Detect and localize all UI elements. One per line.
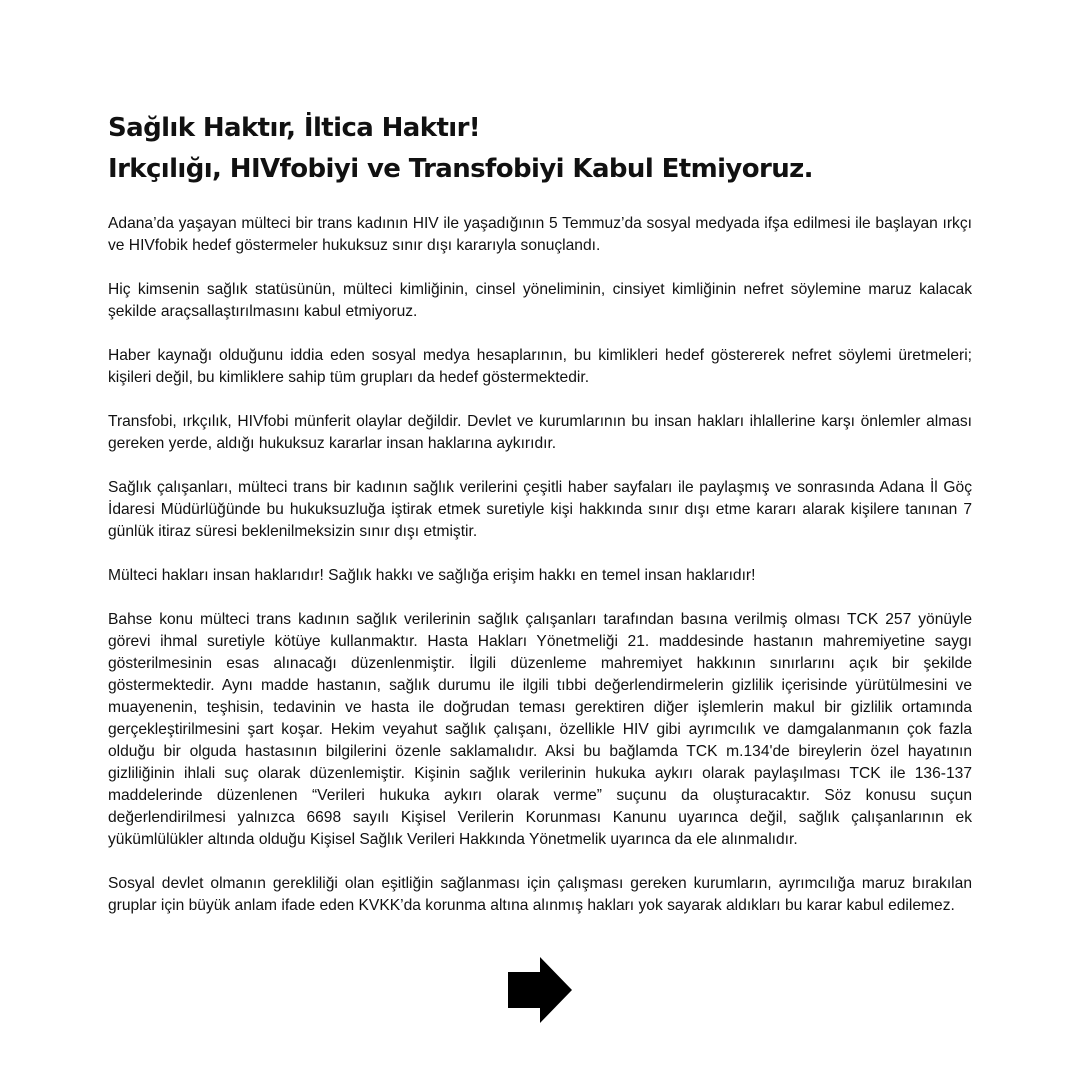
next-page-arrow[interactable] bbox=[506, 956, 574, 1024]
paragraph: Transfobi, ırkçılık, HIVfobi münferit olaylar değildir. Devlet ve kurumlarının bu insan hakları ihlallerine karşı önlemler alması gereken yerde, aldığı hukuksuz kararlar insan haklarına aykırıdır. bbox=[108, 413, 972, 452]
arrow-right-icon bbox=[506, 956, 574, 1024]
paragraph: Haber kaynağı olduğunu iddia eden sosyal medya hesaplarının, bu kimlikleri hedef göstererek nefret söylemi üretmeleri; kişileri değil, bu kimliklere sahip tüm grupları da hedef göstermektedir. bbox=[108, 347, 972, 386]
title-line-2: Irkçılığı, HIVfobiyi ve Transfobiyi Kabul Etmiyoruz. bbox=[108, 154, 813, 184]
paragraph: Mülteci hakları insan haklarıdır! Sağlık hakkı ve sağlığa erişim hakkı en temel insan haklarıdır! bbox=[108, 567, 756, 584]
title-line-1: Sağlık Haktır, İltica Haktır! bbox=[108, 113, 481, 143]
page-title bbox=[108, 108, 972, 190]
paragraph: Adana’da yaşayan mülteci bir trans kadının HIV ile yaşadığının 5 Temmuz’da sosyal medyada ifşa edilmesi ile başlayan ırkçı ve HIVfobik hedef göstermeler hukuksuz sınır dışı kararıyla sonuçlandı. bbox=[108, 215, 972, 254]
statement-body bbox=[108, 213, 972, 917]
document-page bbox=[108, 108, 972, 917]
paragraph: Sosyal devlet olmanın gerekliliği olan eşitliğin sağlanması için çalışması gereken kurumların, ayrımcılığa maruz bırakılan gruplar için büyük anlam ifade eden KVKK’da korunma altına alınmış hakları yok sayarak aldıkları bu karar kabul edilemez. bbox=[108, 875, 972, 914]
paragraph: Sağlık çalışanları, mülteci trans bir kadının sağlık verilerini çeşitli haber sayfaları ile paylaşmış ve sonrasında Adana İl Göç İdaresi Müdürlüğünde bu hukuksuzluğa iştirak etmek suretiyle kişi hakkında sınır dışı etme kararı alarak kişilere tanınan 7 günlük itiraz süresi beklenilmeksizin sınır dışı etmiştir. bbox=[108, 479, 972, 540]
arrow-shape bbox=[508, 957, 572, 1023]
paragraph: Bahse konu mülteci trans kadının sağlık verilerinin sağlık çalışanları tarafından basına verilmiş olması TCK 257 yönüyle görevi ihmal suretiyle kötüye kullanmaktır. Hasta Hakları Yönetmeliği 21. maddesinde hastanın mahremiyetine saygı gösterilmesinin esas alınacağı düzenlenmiştir. İlgili düzenleme mahremiyet hakkının sınırlarını açık bir şekilde göstermektedir. Aynı madde hastanın, sağlık durumu ile ilgili tıbbi değerlendirmelerin gizlilik içerisinde yürütülmesini ve muayenenin, teşhisin, tedavinin ve hasta ile doğrudan teması gerektiren diğer işlemlerin makul bir gizlilik ortamında gerçekleştirilmesini şart koşar. Hekim veyahut sağlık çalışanı, özellikle HIV gibi ayrımcılık ve damgalanmanın çok fazla olduğu bir olguda hastasının bilgilerini özenle saklamalıdır. Aksi bu bağlamda TCK m.134'de bireylerin özel hayatının gizliliğinin ihlali suç olarak düzenlemiştir. Kişinin sağlık verilerinin hukuka aykırı olarak paylaşılması TCK ile 136-137 maddelerinde düzenlenen “Verileri hukuka aykırı olarak verme” suçunu da oluşturacaktır. Söz konusu suçun değerlendirilmesi yalnızca 6698 sayılı Kişisel Verilerin Korunması Kanunu uyarınca değil, sağlık çalışanlarının ek yükümlülükler altında olduğu Kişisel Sağlık Verileri Hakkında Yönetmelik uyarınca da ele alınmalıdır. bbox=[108, 611, 972, 848]
paragraph: Hiç kimsenin sağlık statüsünün, mülteci kimliğinin, cinsel yöneliminin, cinsiyet kimliğinin nefret söylemine maruz kalacak şekilde araçsallaştırılmasını kabul etmiyoruz. bbox=[108, 281, 972, 320]
